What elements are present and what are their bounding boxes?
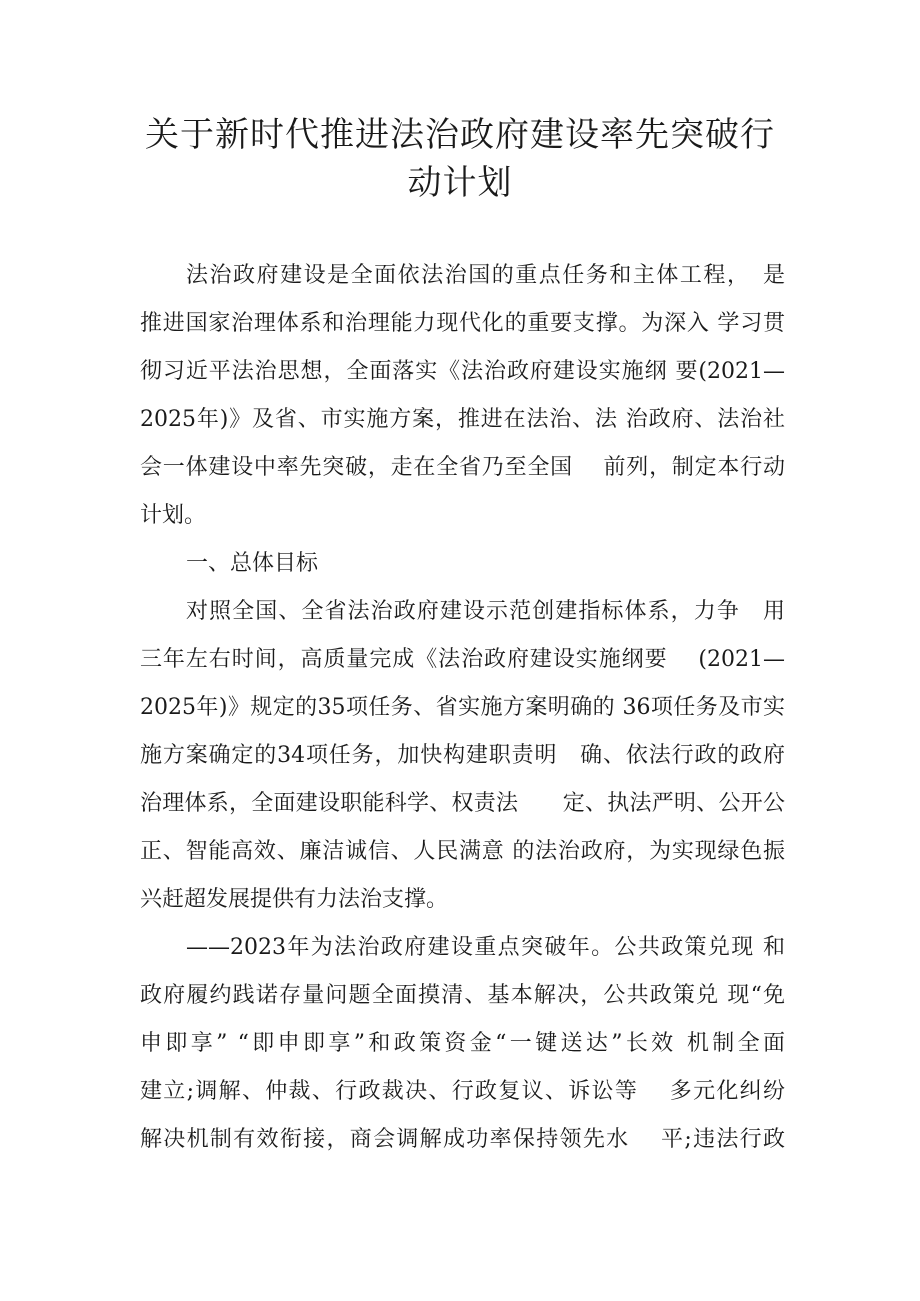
body-line: 2025年)》及省、市实施方案，推进在法治、法 治政府、法治社 [140, 407, 785, 432]
body-line: 三年左右时间，高质量完成《法治政府建设实施纲要 (2021— [140, 647, 785, 672]
body-line: 兴赶超发展提供有力法治支撑。 [140, 887, 449, 912]
document-title-line-2: 动计划 [407, 163, 513, 203]
body-line: 推进国家治理体系和治理能力现代化的重要支撑。为深入 学习贯 [140, 311, 785, 336]
body-line: 正、智能高效、廉洁诚信、人民满意 的法治政府，为实现绿色振 [140, 839, 785, 864]
body-line: 计划。 [140, 503, 207, 528]
body-line: 对照全国、全省法治政府建设示范创建指标体系，力争 用 [186, 599, 785, 624]
body-line: 解决机制有效衔接，商会调解成功率保持领先水 平;违法行政 [140, 1127, 785, 1152]
body-line: 建立;调解、仲裁、行政裁决、行政复议、诉讼等 多元化纠纷 [140, 1079, 785, 1104]
section-heading: 一、总体目标 [186, 551, 319, 576]
body-line: 法治政府建设是全面依法治国的重点任务和主体工程， 是 [186, 263, 785, 288]
body-line: 2025年)》规定的35项任务、省实施方案明确的 36项任务及市实 [140, 695, 785, 720]
body-line: 施方案确定的34项任务，加快构建职责明 确、依法行政的政府 [140, 743, 785, 768]
body-line: ——2023年为法治政府建设重点突破年。公共政策兑现 和 [186, 935, 785, 960]
body-line: 政府履约践诺存量问题全面摸清、基本解决，公共政策兑 现“免 [140, 983, 785, 1008]
body-line: 申即享” “即申即享”和政策资金“一键送达”长效 机制全面 [140, 1031, 785, 1056]
body-line: 会一体建设中率先突破，走在全省乃至全国 前列，制定本行动 [140, 455, 785, 480]
body-line: 治理体系，全面建设职能科学、权责法 定、执法严明、公开公 [140, 791, 785, 816]
body-line: 彻习近平法治思想，全面落实《法治政府建设实施纲 要(2021— [140, 359, 785, 384]
document-title-line-1: 关于新时代推进法治政府建设率先突破行 [145, 115, 775, 155]
